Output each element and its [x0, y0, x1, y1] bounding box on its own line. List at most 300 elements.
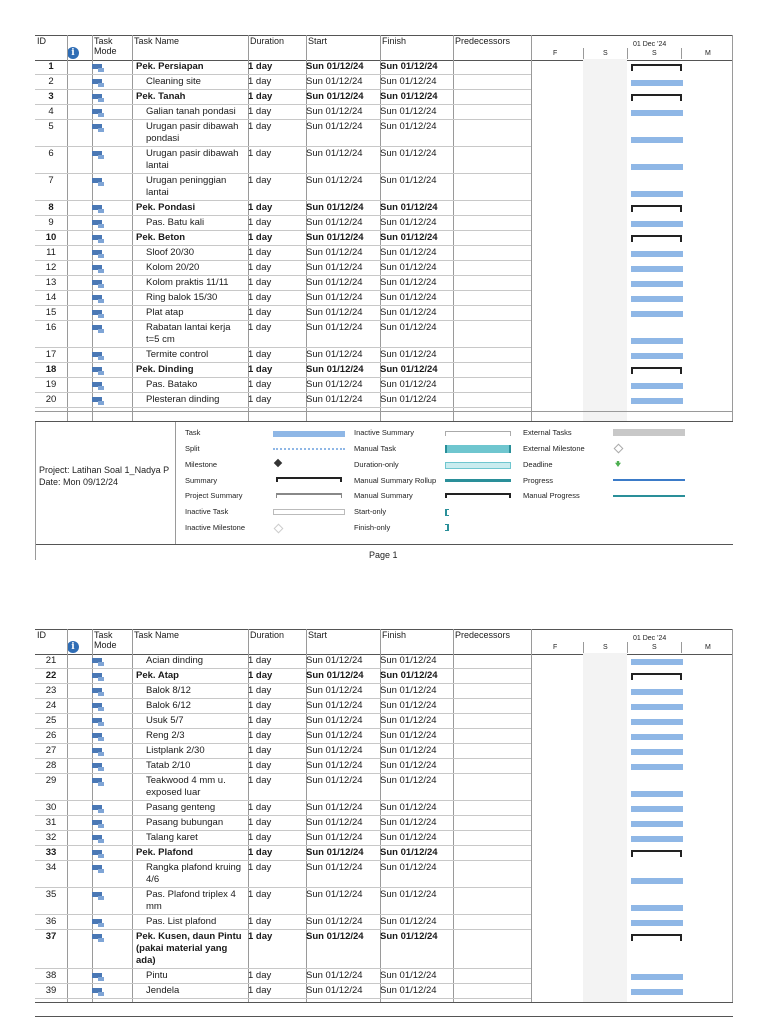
task-bar[interactable]: [631, 878, 683, 884]
task-duration[interactable]: 1 day: [248, 322, 272, 333]
task-id: 38: [45, 970, 57, 981]
task-bar[interactable]: [631, 791, 683, 797]
task-name[interactable]: Balok 8/12: [146, 685, 191, 696]
task-start[interactable]: Sun 01/12/24: [306, 862, 363, 873]
task-start[interactable]: Sun 01/12/24: [306, 262, 363, 273]
task-finish[interactable]: Sun 01/12/24: [380, 847, 438, 858]
task-bar[interactable]: [631, 110, 683, 116]
task-finish[interactable]: Sun 01/12/24: [380, 121, 437, 132]
auto-scheduled-icon: [92, 204, 108, 213]
task-bar[interactable]: [631, 920, 683, 926]
legend-inactive-milestone-sample: [274, 524, 284, 534]
task-duration[interactable]: 1 day: [248, 985, 272, 996]
legend-label: Progress: [523, 476, 554, 485]
task-row[interactable]: [35, 984, 531, 999]
summary-bar[interactable]: [631, 94, 682, 96]
task-start[interactable]: Sun 01/12/24: [306, 655, 363, 666]
task-finish[interactable]: Sun 01/12/24: [380, 970, 437, 981]
task-finish[interactable]: Sun 01/12/24: [380, 760, 437, 771]
task-start[interactable]: Sun 01/12/24: [306, 985, 363, 996]
auto-scheduled-icon: [92, 63, 108, 72]
summary-bar[interactable]: [631, 205, 682, 207]
task-start[interactable]: Sun 01/12/24: [306, 277, 363, 288]
task-duration[interactable]: 1 day: [248, 247, 272, 258]
task-row[interactable]: [35, 120, 531, 147]
task-bar[interactable]: [631, 251, 683, 257]
task-finish[interactable]: Sun 01/12/24: [380, 745, 437, 756]
task-duration[interactable]: 1 day: [248, 175, 272, 186]
task-start[interactable]: Sun 01/12/24: [306, 379, 363, 390]
task-finish[interactable]: Sun 01/12/24: [380, 889, 437, 900]
legend-label: Deadline: [523, 460, 553, 469]
task-name[interactable]: Pek. Dinding: [136, 364, 194, 375]
task-duration[interactable]: 1 day: [248, 394, 272, 405]
auto-scheduled-icon: [92, 123, 108, 132]
task-duration[interactable]: 1 day: [248, 61, 273, 72]
task-id: 21: [45, 655, 57, 666]
task-finish[interactable]: Sun 01/12/24: [380, 106, 437, 117]
legend-label: External Tasks: [523, 428, 572, 437]
task-start[interactable]: Sun 01/12/24: [306, 76, 363, 87]
column-header-id[interactable]: ID: [37, 630, 46, 640]
task-duration[interactable]: 1 day: [248, 349, 272, 360]
task-start[interactable]: Sun 01/12/24: [306, 889, 363, 900]
summary-bar[interactable]: [631, 673, 682, 675]
summary-task-row[interactable]: [35, 231, 531, 246]
auto-scheduled-icon: [92, 177, 108, 186]
auto-scheduled-icon: [92, 657, 108, 666]
task-bar[interactable]: [631, 338, 683, 344]
task-name[interactable]: Kolom praktis 11/11: [146, 277, 229, 288]
legend-label: Finish-only: [354, 523, 391, 532]
task-finish[interactable]: Sun 01/12/24: [380, 775, 437, 786]
task-duration[interactable]: 1 day: [248, 862, 272, 873]
task-duration[interactable]: 1 day: [248, 670, 273, 681]
task-row[interactable]: [35, 261, 531, 276]
legend-label: Inactive Task: [185, 507, 229, 516]
task-name[interactable]: Pas. Batu kali: [146, 217, 205, 228]
task-name[interactable]: Acian dinding: [146, 655, 204, 666]
task-duration[interactable]: 1 day: [248, 730, 272, 741]
task-bar[interactable]: [631, 689, 683, 695]
weekend-shading: [583, 653, 627, 1002]
column-header-duration[interactable]: Duration: [250, 630, 285, 640]
task-name[interactable]: Pasang genteng: [146, 802, 216, 813]
task-finish[interactable]: Sun 01/12/24: [380, 175, 437, 186]
task-duration[interactable]: 1 day: [248, 715, 272, 726]
task-row[interactable]: [35, 915, 531, 930]
task-row[interactable]: [35, 888, 531, 915]
task-name[interactable]: Listplank 2/30: [146, 745, 205, 756]
task-duration[interactable]: 1 day: [248, 655, 272, 666]
column-header-task-mode[interactable]: Task Mode: [94, 36, 117, 56]
task-finish[interactable]: Sun 01/12/24: [380, 931, 438, 942]
task-row[interactable]: [35, 306, 531, 321]
summary-task-row[interactable]: [35, 363, 531, 378]
auto-scheduled-icon: [92, 108, 108, 117]
task-start[interactable]: Sun 01/12/24: [306, 931, 364, 942]
task-name[interactable]: Teakwood 4 mm u. exposed luar: [146, 775, 226, 798]
legend-manual-progress-sample: [613, 495, 685, 497]
task-row[interactable]: [35, 216, 531, 231]
task-bar[interactable]: [631, 164, 683, 170]
task-name[interactable]: Usuk 5/7: [146, 715, 184, 726]
legend-manual-task-sample: [445, 445, 511, 453]
task-id: 37: [45, 931, 57, 942]
task-row[interactable]: [35, 861, 531, 888]
task-start[interactable]: Sun 01/12/24: [306, 670, 364, 681]
task-row[interactable]: [35, 654, 531, 669]
task-row[interactable]: [35, 348, 531, 363]
column-header-predecessors[interactable]: Predecessors: [455, 630, 511, 640]
task-bar[interactable]: [631, 764, 683, 770]
task-duration[interactable]: 1 day: [248, 217, 272, 228]
task-duration[interactable]: 1 day: [248, 745, 272, 756]
task-bar[interactable]: [631, 311, 683, 317]
task-bar[interactable]: [631, 806, 683, 812]
task-finish[interactable]: Sun 01/12/24: [380, 61, 438, 72]
task-duration[interactable]: 1 day: [248, 76, 272, 87]
auto-scheduled-icon: [92, 804, 108, 813]
task-start[interactable]: Sun 01/12/24: [306, 217, 363, 228]
task-bar[interactable]: [631, 659, 683, 665]
task-bar[interactable]: [631, 398, 683, 404]
task-duration[interactable]: 1 day: [248, 106, 272, 117]
task-row[interactable]: [35, 831, 531, 846]
task-row[interactable]: [35, 105, 531, 120]
legend-label: Project Summary: [185, 491, 243, 500]
task-start[interactable]: Sun 01/12/24: [306, 745, 363, 756]
column-header-task-name[interactable]: Task Name: [134, 630, 180, 640]
task-finish[interactable]: Sun 01/12/24: [380, 715, 437, 726]
task-start[interactable]: Sun 01/12/24: [306, 832, 363, 843]
task-finish[interactable]: Sun 01/12/24: [380, 91, 438, 102]
task-start[interactable]: Sun 01/12/24: [306, 232, 364, 243]
task-finish[interactable]: Sun 01/12/24: [380, 148, 437, 159]
task-start[interactable]: Sun 01/12/24: [306, 970, 363, 981]
task-finish[interactable]: Sun 01/12/24: [380, 862, 437, 873]
task-bar[interactable]: [631, 734, 683, 740]
task-duration[interactable]: 1 day: [248, 916, 272, 927]
task-start[interactable]: Sun 01/12/24: [306, 247, 363, 258]
task-start[interactable]: Sun 01/12/24: [306, 700, 363, 711]
task-bar[interactable]: [631, 383, 683, 389]
task-start[interactable]: Sun 01/12/24: [306, 760, 363, 771]
legend-project-summary-sample: [276, 493, 342, 498]
task-id: 34: [45, 862, 57, 873]
task-start[interactable]: Sun 01/12/24: [306, 322, 363, 333]
task-bar[interactable]: [631, 281, 683, 287]
task-bar[interactable]: [631, 191, 683, 197]
task-name[interactable]: Urugan pasir dibawah lantai: [146, 148, 239, 171]
task-start[interactable]: Sun 01/12/24: [306, 364, 364, 375]
task-start[interactable]: Sun 01/12/24: [306, 121, 363, 132]
task-name[interactable]: Pas. List plafond: [146, 916, 217, 927]
task-row[interactable]: [35, 714, 531, 729]
task-finish[interactable]: Sun 01/12/24: [380, 394, 437, 405]
task-name[interactable]: Ring balok 15/30: [146, 292, 218, 303]
task-duration[interactable]: 1 day: [248, 847, 273, 858]
task-bar[interactable]: [631, 221, 683, 227]
legend-label: Manual Summary Rollup: [354, 476, 437, 485]
task-start[interactable]: Sun 01/12/24: [306, 175, 363, 186]
task-name[interactable]: Plat atap: [146, 307, 184, 318]
task-name[interactable]: Pek. Tanah: [136, 91, 186, 102]
task-duration[interactable]: 1 day: [248, 379, 272, 390]
task-start[interactable]: Sun 01/12/24: [306, 802, 363, 813]
table-header: [35, 35, 733, 61]
task-finish[interactable]: Sun 01/12/24: [380, 817, 437, 828]
task-duration[interactable]: 1 day: [248, 91, 273, 102]
column-header-task-mode[interactable]: Task Mode: [94, 630, 117, 650]
task-id: 27: [45, 745, 57, 756]
auto-scheduled-icon: [92, 264, 108, 273]
task-bar[interactable]: [631, 353, 683, 359]
task-bar[interactable]: [631, 719, 683, 725]
task-duration[interactable]: 1 day: [248, 817, 272, 828]
task-row[interactable]: [35, 291, 531, 306]
task-finish[interactable]: Sun 01/12/24: [380, 277, 437, 288]
task-duration[interactable]: 1 day: [248, 202, 273, 213]
task-row[interactable]: [35, 801, 531, 816]
task-name[interactable]: Rabatan lantai kerja t=5 cm: [146, 322, 231, 345]
task-row[interactable]: [35, 744, 531, 759]
summary-task-row[interactable]: [35, 90, 531, 105]
task-finish[interactable]: Sun 01/12/24: [380, 916, 437, 927]
task-row[interactable]: [35, 774, 531, 801]
task-name[interactable]: Sloof 20/30: [146, 247, 195, 258]
task-finish[interactable]: Sun 01/12/24: [380, 730, 437, 741]
task-finish[interactable]: Sun 01/12/24: [380, 832, 437, 843]
summary-bar[interactable]: [631, 367, 682, 369]
task-finish[interactable]: Sun 01/12/24: [380, 349, 437, 360]
auto-scheduled-icon: [92, 987, 108, 996]
column-header-start[interactable]: Start: [308, 36, 328, 46]
legend-label: Duration-only: [354, 460, 399, 469]
task-row[interactable]: [35, 378, 531, 393]
task-name[interactable]: Pasang bubungan: [146, 817, 224, 828]
legend-label: Start-only: [354, 507, 387, 516]
column-header-id[interactable]: ID: [37, 36, 46, 46]
task-start[interactable]: Sun 01/12/24: [306, 730, 363, 741]
task-name[interactable]: Pek. Beton: [136, 232, 186, 243]
task-duration[interactable]: 1 day: [248, 148, 272, 159]
task-name[interactable]: Rangka plafond kruing 4/6: [146, 862, 242, 885]
task-bar[interactable]: [631, 974, 683, 980]
summary-bar[interactable]: [631, 235, 682, 237]
task-row[interactable]: [35, 759, 531, 774]
task-id: 1: [48, 61, 54, 72]
task-start[interactable]: Sun 01/12/24: [306, 715, 363, 726]
timeline-day-label: F: [553, 644, 558, 651]
task-finish[interactable]: Sun 01/12/24: [380, 262, 437, 273]
task-start[interactable]: Sun 01/12/24: [306, 349, 363, 360]
legend-external-milestone-sample: [614, 444, 624, 454]
task-name[interactable]: Urugan peninggian lantai: [146, 175, 227, 198]
task-id: 29: [45, 775, 57, 786]
task-finish[interactable]: Sun 01/12/24: [380, 985, 437, 996]
task-bar[interactable]: [631, 296, 683, 302]
task-start[interactable]: Sun 01/12/24: [306, 847, 364, 858]
auto-scheduled-icon: [92, 294, 108, 303]
task-finish[interactable]: Sun 01/12/24: [380, 202, 438, 213]
auto-scheduled-icon: [92, 78, 108, 87]
task-id: 6: [48, 148, 54, 159]
task-bar[interactable]: [631, 704, 683, 710]
legend-task-sample: [273, 431, 345, 437]
column-divider: [531, 35, 532, 422]
task-name[interactable]: Pek. Plafond: [136, 847, 194, 858]
task-duration[interactable]: 1 day: [248, 760, 272, 771]
task-name[interactable]: Kolom 20/20: [146, 262, 200, 273]
summary-task-row[interactable]: [35, 930, 531, 969]
task-finish[interactable]: Sun 01/12/24: [380, 670, 438, 681]
task-id: 36: [45, 916, 57, 927]
task-name[interactable]: Urugan pasir dibawah pondasi: [146, 121, 239, 144]
task-name[interactable]: Pintu: [146, 970, 168, 981]
table-bottom-border: [35, 411, 733, 412]
task-name[interactable]: Reng 2/3: [146, 730, 185, 741]
auto-scheduled-icon: [92, 351, 108, 360]
task-start[interactable]: Sun 01/12/24: [306, 106, 363, 117]
task-name[interactable]: Jendela: [146, 985, 180, 996]
task-bar[interactable]: [631, 749, 683, 755]
summary-task-row[interactable]: [35, 60, 531, 75]
task-finish[interactable]: Sun 01/12/24: [380, 700, 437, 711]
task-duration[interactable]: 1 day: [248, 802, 272, 813]
column-header-finish[interactable]: Finish: [382, 36, 407, 46]
task-start[interactable]: Sun 01/12/24: [306, 817, 363, 828]
task-duration[interactable]: 1 day: [248, 292, 272, 303]
task-finish[interactable]: Sun 01/12/24: [380, 685, 437, 696]
summary-task-row[interactable]: [35, 846, 531, 861]
task-start[interactable]: Sun 01/12/24: [306, 148, 363, 159]
task-start[interactable]: Sun 01/12/24: [306, 775, 363, 786]
task-row[interactable]: [35, 816, 531, 831]
task-start[interactable]: Sun 01/12/24: [306, 202, 364, 213]
task-id: 32: [45, 832, 57, 843]
task-name[interactable]: Pas. Batako: [146, 379, 198, 390]
task-bar[interactable]: [631, 905, 683, 911]
task-duration[interactable]: 1 day: [248, 232, 273, 243]
task-name[interactable]: Balok 6/12: [146, 700, 191, 711]
task-duration[interactable]: 1 day: [248, 262, 272, 273]
task-name[interactable]: Pas. Plafond triplex 4 mm: [146, 889, 236, 912]
timeline-day-label: S: [652, 50, 657, 57]
task-row[interactable]: [35, 699, 531, 714]
task-name[interactable]: Galian tanah pondasi: [146, 106, 236, 117]
task-start[interactable]: Sun 01/12/24: [306, 307, 363, 318]
column-header-finish[interactable]: Finish: [382, 630, 407, 640]
task-row[interactable]: [35, 75, 531, 90]
task-name[interactable]: Cleaning site: [146, 76, 201, 87]
task-id: 16: [45, 322, 57, 333]
auto-scheduled-icon: [92, 219, 108, 228]
auto-scheduled-icon: [92, 762, 108, 771]
summary-bar[interactable]: [631, 64, 682, 66]
task-start[interactable]: Sun 01/12/24: [306, 916, 363, 927]
task-name[interactable]: Termite control: [146, 349, 209, 360]
task-row[interactable]: [35, 684, 531, 699]
task-name[interactable]: Plesteran dinding: [146, 394, 220, 405]
task-finish[interactable]: Sun 01/12/24: [380, 247, 437, 258]
task-row[interactable]: [35, 276, 531, 291]
task-start[interactable]: Sun 01/12/24: [306, 394, 363, 405]
task-name[interactable]: Pek. Persiapan: [136, 61, 204, 72]
task-name[interactable]: Pek. Atap: [136, 670, 179, 681]
task-finish[interactable]: Sun 01/12/24: [380, 802, 437, 813]
task-start[interactable]: Sun 01/12/24: [306, 91, 364, 102]
task-row[interactable]: [35, 174, 531, 201]
column-header-start[interactable]: Start: [308, 630, 328, 640]
task-bar[interactable]: [631, 266, 683, 272]
task-row[interactable]: [35, 969, 531, 984]
task-finish[interactable]: Sun 01/12/24: [380, 232, 438, 243]
task-start[interactable]: Sun 01/12/24: [306, 685, 363, 696]
task-finish[interactable]: Sun 01/12/24: [380, 364, 438, 375]
task-row[interactable]: [35, 246, 531, 261]
timeline-week-label: 01 Dec '24: [633, 41, 667, 48]
task-row[interactable]: [35, 729, 531, 744]
task-duration[interactable]: 1 day: [248, 307, 272, 318]
auto-scheduled-icon: [92, 717, 108, 726]
task-duration[interactable]: 1 day: [248, 970, 272, 981]
task-duration[interactable]: 1 day: [248, 889, 272, 900]
task-name[interactable]: Talang karet: [146, 832, 198, 843]
column-header-duration[interactable]: Duration: [250, 36, 285, 46]
task-finish[interactable]: Sun 01/12/24: [380, 307, 437, 318]
auto-scheduled-icon: [92, 933, 108, 942]
task-id: 11: [46, 247, 56, 258]
task-duration[interactable]: 1 day: [248, 832, 272, 843]
task-bar[interactable]: [631, 821, 683, 827]
column-header-predecessors[interactable]: Predecessors: [455, 36, 511, 46]
task-finish[interactable]: Sun 01/12/24: [380, 322, 437, 333]
task-duration[interactable]: 1 day: [248, 931, 273, 942]
task-row[interactable]: [35, 321, 531, 348]
task-finish[interactable]: Sun 01/12/24: [380, 292, 437, 303]
task-bar[interactable]: [631, 80, 683, 86]
summary-task-row[interactable]: [35, 669, 531, 684]
summary-task-row[interactable]: [35, 201, 531, 216]
task-name[interactable]: Pek. Kusen, daun Pintu (pakai material yang ada): [136, 931, 242, 966]
column-header-task-name[interactable]: Task Name: [134, 36, 180, 46]
task-duration[interactable]: 1 day: [248, 700, 272, 711]
summary-bar[interactable]: [631, 850, 682, 852]
task-name[interactable]: Pek. Pondasi: [136, 202, 196, 213]
task-duration[interactable]: 1 day: [248, 775, 272, 786]
task-row[interactable]: [35, 147, 531, 174]
task-id: 31: [45, 817, 57, 828]
task-finish[interactable]: Sun 01/12/24: [380, 76, 437, 87]
task-start[interactable]: Sun 01/12/24: [306, 61, 364, 72]
task-start[interactable]: Sun 01/12/24: [306, 292, 363, 303]
task-finish[interactable]: Sun 01/12/24: [380, 217, 437, 228]
task-row[interactable]: [35, 393, 531, 408]
task-bar[interactable]: [631, 989, 683, 995]
task-bar[interactable]: [631, 836, 683, 842]
task-bar[interactable]: [631, 137, 683, 143]
legend-label: Manual Summary: [354, 491, 413, 500]
task-duration[interactable]: 1 day: [248, 277, 272, 288]
task-finish[interactable]: Sun 01/12/24: [380, 379, 437, 390]
task-name[interactable]: Tatab 2/10: [146, 760, 191, 771]
task-duration[interactable]: 1 day: [248, 364, 273, 375]
summary-bar[interactable]: [631, 934, 682, 936]
task-duration[interactable]: 1 day: [248, 121, 272, 132]
task-duration[interactable]: 1 day: [248, 685, 272, 696]
task-finish[interactable]: Sun 01/12/24: [380, 655, 437, 666]
